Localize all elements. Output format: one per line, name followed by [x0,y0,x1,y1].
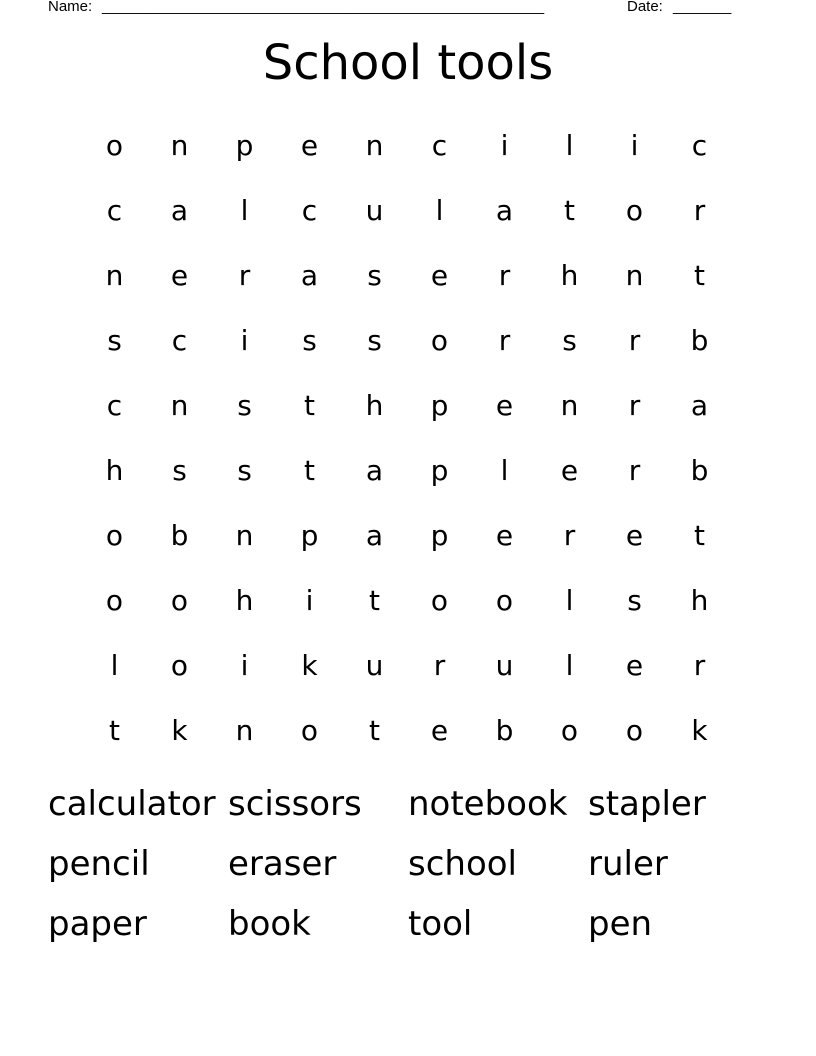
grid-cell: l [240,194,249,227]
grid-cell: o [495,584,514,617]
grid-cell: p [430,519,449,552]
grid-cell: t [694,519,705,552]
word-list-item: scissors [228,784,362,824]
grid-cell: c [106,194,123,227]
grid-cell: t [694,259,705,292]
grid-cell: b [495,714,514,747]
grid-cell: o [625,194,644,227]
grid-cell: o [170,649,189,682]
grid-cell: n [105,259,124,292]
word-list-item: paper [48,904,147,944]
word-list [48,774,768,954]
grid-cell: o [170,584,189,617]
name-field-line: _____________________________________________________ [102,0,545,15]
grid-cell: t [369,714,380,747]
grid-cell: r [433,649,446,682]
grid-cell: e [495,389,514,422]
grid-cell: t [564,194,575,227]
grid-cell: s [302,324,317,357]
grid-cell: i [240,649,249,682]
grid-cell: r [563,519,576,552]
grid-cell: a [170,194,189,227]
grid-cell: u [365,194,384,227]
word-list-item: eraser [228,844,337,884]
grid-cell: i [500,129,509,162]
grid-cell: r [628,389,641,422]
page-title: School tools [262,35,554,91]
word-list-item: book [228,904,311,944]
grid-cell: l [565,129,574,162]
grid-cell: e [560,454,579,487]
grid-cell: t [304,389,315,422]
word-list-item: stapler [588,784,706,824]
grid-cell: a [300,259,319,292]
grid-cell: e [430,714,449,747]
word-list-item: pencil [48,844,150,884]
grid-cell: l [565,584,574,617]
grid-cell: u [495,649,514,682]
grid-cell: p [235,129,254,162]
grid-cell: r [238,259,251,292]
grid-cell: n [235,519,254,552]
date-field-line: _______ [673,0,732,15]
grid-cell: t [369,584,380,617]
grid-cell: i [240,324,249,357]
grid-cell: i [305,584,314,617]
grid-cell: s [562,324,577,357]
grid-cell: k [171,714,188,747]
grid-cell: l [565,649,574,682]
grid-cell: e [430,259,449,292]
letter-grid [82,113,732,763]
grid-cell: h [690,584,709,617]
grid-cell: b [170,519,189,552]
word-list-item: notebook [408,784,568,824]
grid-cell: e [170,259,189,292]
grid-cell: r [498,259,511,292]
grid-cell: n [170,129,189,162]
grid-cell: n [625,259,644,292]
grid-cell: s [367,324,382,357]
grid-cell: a [690,389,709,422]
grid-cell: o [105,584,124,617]
grid-cell: s [627,584,642,617]
grid-cell: t [109,714,120,747]
grid-cell: b [690,454,709,487]
grid-cell: o [300,714,319,747]
grid-cell: c [171,324,188,357]
grid-cell: r [628,454,641,487]
grid-cell: t [304,454,315,487]
grid-cell: k [691,714,708,747]
grid-cell: c [691,129,708,162]
grid-cell: a [365,454,384,487]
grid-cell: r [628,324,641,357]
name-label: Name: [48,0,93,15]
grid-cell: n [365,129,384,162]
grid-cell: s [237,389,252,422]
grid-cell: k [301,649,318,682]
grid-cell: o [105,129,124,162]
word-list-item: ruler [588,844,668,884]
grid-cell: h [235,584,254,617]
grid-cell: a [365,519,384,552]
word-list-item: calculator [48,784,216,824]
grid-cell: o [560,714,579,747]
grid-cell: o [625,714,644,747]
grid-cell: u [365,649,384,682]
grid-cell: p [300,519,319,552]
grid-cell: l [435,194,444,227]
grid-cell: s [237,454,252,487]
grid-cell: e [495,519,514,552]
grid-cell: i [630,129,639,162]
grid-cell: c [301,194,318,227]
grid-cell: e [300,129,319,162]
grid-cell: n [170,389,189,422]
grid-cell: p [430,389,449,422]
grid-cell: o [430,584,449,617]
header [0,0,816,20]
grid-cell: s [107,324,122,357]
grid-cell: n [235,714,254,747]
grid-cell: r [498,324,511,357]
grid-cell: a [495,194,514,227]
grid-cell: e [625,649,644,682]
grid-cell: l [500,454,509,487]
grid-cell: n [560,389,579,422]
grid-cell: o [430,324,449,357]
grid-cell: h [560,259,579,292]
grid-cell: s [367,259,382,292]
word-list-item: pen [588,904,653,944]
grid-cell: o [105,519,124,552]
grid-cell: h [365,389,384,422]
grid-cell: s [172,454,187,487]
word-list-item: school [408,844,518,884]
grid-cell: e [625,519,644,552]
grid-cell: c [106,389,123,422]
word-list-item: tool [408,904,473,944]
grid-cell: r [693,194,706,227]
grid-cell: p [430,454,449,487]
grid-cell: c [431,129,448,162]
grid-cell: l [110,649,119,682]
grid-cell: h [105,454,124,487]
grid-cell: r [693,649,706,682]
date-label: Date: [627,0,663,15]
grid-cell: b [690,324,709,357]
